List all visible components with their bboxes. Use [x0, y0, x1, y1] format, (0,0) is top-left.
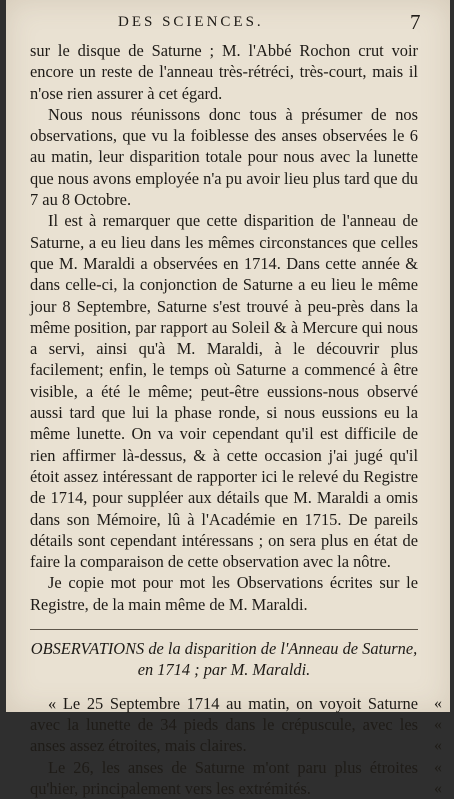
paragraph-continuation: sur le disque de Saturne ; M. l'Abbé Rochon crut voir encore un reste de l'anneau très-rétréci, très-court, mais il n'ose rien assurer à cet égard.: [30, 40, 418, 104]
page-number: 7: [410, 10, 421, 35]
quote-mark: «: [434, 714, 454, 735]
quote-mark: «: [434, 693, 454, 714]
quoted-observations: [30, 693, 418, 799]
quote-paragraph-25-september: « Le 25 Septembre 1714 au matin, on voyoit Saturne avec la lunette de 34 pieds dans le crépuscule, avec les anses assez étroites, mais claires.: [30, 693, 418, 757]
book-page: [6, 0, 450, 712]
paragraph-copy-note: Je copie mot pour mot les Observations écrites sur le Registre, de la main même de M. Maraldi.: [30, 572, 418, 615]
paragraph-presumption: Nous nous réunissons donc tous à présumer de nos observations, que vu la foiblesse des anses observées le 6 au matin, leur disparition totale pour nous avec la lunette que nous avons employée n'a pu avoir lieu plus tard que du 7 au 8 Octobre.: [30, 104, 418, 210]
running-title: DES SCIENCES.: [118, 14, 264, 31]
section-title: OBSERVATIONS de la disparition de l'Anneau de Saturne, en 1714 ; par M. Maraldi.: [30, 629, 418, 681]
quote-mark: «: [434, 778, 454, 799]
page-body: [30, 40, 418, 799]
quote-paragraph-26: Le 26, les anses de Saturne m'ont paru plus étroites qu'hier, principalement vers les extrémités.: [30, 757, 418, 799]
quote-mark: «: [434, 735, 454, 756]
quote-marks-column: [434, 693, 454, 799]
running-header: [6, 14, 450, 34]
paragraph-comparison-1714: Il est à remarquer que cette disparition de l'anneau de Saturne, a eu lieu dans les mêmes circonstances que celles que M. Maraldi a observées en 1714. Dans cette année & dans celle-ci, la conjonction de Saturne a eu lieu le même jour 8 Septembre, Saturne s'est trouvé à peu-près dans la même position, par rapport au Soleil & à Mercure qui nous a servi, ainsi qu'à M. Maraldi, à le découvrir plus facilement; enfin, le temps où Saturne a commencé à être visible, a été le même; peut-être eussions-nous observé aussi tard que lui la phase ronde, si nous eussions eu la même lunette. On va voir cependant qu'il est difficile de rien affirmer là-dessus, & à cette occasion j'ai jugé qu'il étoit assez intéressant de rapporter ici le relevé du Registre de 1714, pour suppléer aux détails que M. Maraldi a omis dans son Mémoire, lû à l'Académie en 1715. De pareils détails sont cependant intéressans ; on sera plus en état de faire la comparaison de cette observation avec la nôtre.: [30, 210, 418, 572]
quote-mark: «: [434, 757, 454, 778]
